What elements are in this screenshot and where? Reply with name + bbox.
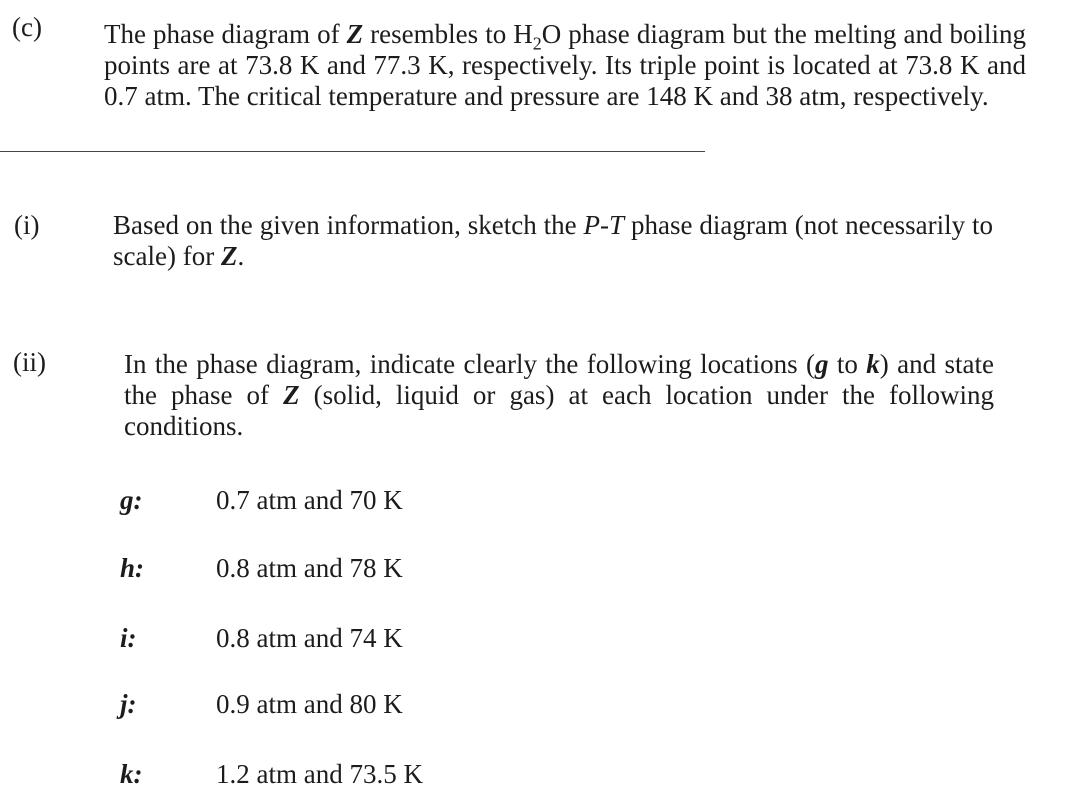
part-i-text-part: . [237, 241, 245, 271]
section-divider [0, 151, 705, 152]
question-text-part: The phase diagram of [104, 19, 347, 49]
part-ii-text [124, 349, 994, 442]
compound-symbol: Z [220, 241, 238, 271]
part-ii-text-part: ) and state the phase of [124, 349, 995, 410]
question-text [104, 19, 1026, 112]
pressure-symbol: P [583, 210, 601, 240]
condition-value-k: 1.2 atm and 73.5 K [216, 759, 423, 789]
part-i-text [113, 210, 993, 272]
condition-key-k: k: [120, 759, 143, 789]
part-i-text-part: Based on the given information, sketch the [113, 210, 584, 240]
temperature-symbol: T [609, 210, 625, 240]
location-symbol-g: g [815, 349, 829, 379]
part-ii-text-part: to [828, 349, 867, 379]
condition-key-i: i: [120, 623, 137, 653]
part-i-label: (i) [14, 210, 40, 240]
location-symbol-k: k [866, 349, 880, 379]
condition-key-h: h: [120, 553, 145, 583]
condition-value-h: 0.8 atm and 78 K [216, 553, 403, 583]
part-i-text-part: - [600, 210, 610, 240]
part-ii-text-part: In the phase diagram, indicate clearly the following locations ( [124, 349, 815, 379]
question-text-part: resembles to H [363, 19, 533, 49]
compound-symbol: Z [346, 19, 364, 49]
water-subscript: 2 [532, 33, 542, 54]
condition-value-i: 0.8 atm and 74 K [216, 623, 403, 653]
part-ii-text-part: (solid, liquid or gas) at each location under the following conditions. [124, 380, 995, 441]
condition-key-j: j: [120, 689, 137, 719]
compound-symbol: Z [283, 380, 300, 410]
question-text-part: O phase diagram but the melting and boiling points are at 73.8 K and 77.3 K, respectively. Its triple point is located at 73.8 K and 0.7 atm. The critical temperature and pressure are 148 K and 38 atm, respectively. [104, 19, 1027, 111]
condition-value-g: 0.7 atm and 70 K [216, 485, 403, 515]
part-ii-label: (ii) [13, 347, 46, 377]
condition-value-j: 0.9 atm and 80 K [216, 689, 403, 719]
part-i-text-part: phase diagram (not necessarily to scale) for [113, 210, 993, 271]
question-label: (c) [12, 12, 42, 42]
condition-key-g: g: [120, 485, 143, 515]
